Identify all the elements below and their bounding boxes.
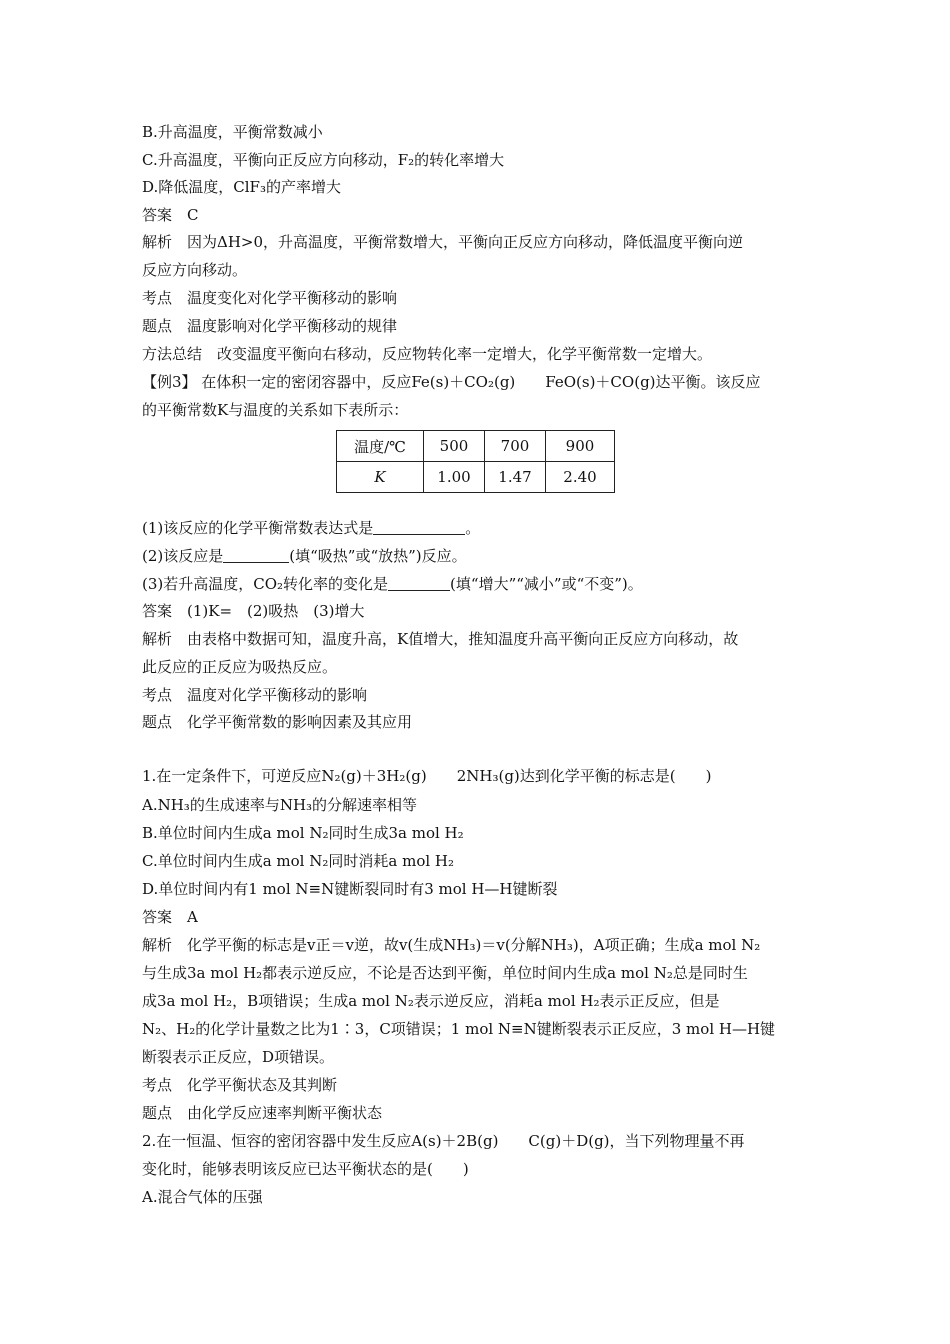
answer: 答案 A	[142, 908, 198, 926]
table-cell: 1.00	[424, 462, 485, 493]
equilibrium-constant-table	[336, 430, 615, 493]
table-cell: 温度/℃	[337, 431, 424, 462]
sub-question-text: (1)该反应的化学平衡常数表达式是	[142, 519, 374, 537]
table-row	[337, 462, 615, 493]
table-row	[337, 431, 615, 462]
option-c: C.单位时间内生成a mol N₂同时消耗a mol H₂	[142, 852, 455, 870]
kaodian: 考点 温度变化对化学平衡移动的影响	[142, 289, 398, 307]
sub-question-1	[142, 518, 480, 538]
option-b: B.单位时间内生成a mol N₂同时生成3a mol H₂	[142, 824, 464, 842]
option-c: C.升高温度，平衡向正反应方向移动，F₂的转化率增大	[142, 151, 505, 169]
analysis-line: 此反应的正反应为吸热反应。	[142, 658, 338, 676]
table-cell: 500	[424, 431, 485, 462]
sub-question-3	[142, 574, 643, 594]
analysis-line: N₂、H₂的化学计量数之比为1∶3，C项错误；1 mol N≡N键断裂表示正反应，3 mol H—H键	[142, 1020, 776, 1038]
option-a: A.NH₃的生成速率与NH₃的分解速率相等	[142, 796, 418, 814]
analysis-line: 与生成3a mol H₂都表示逆反应，不论是否达到平衡，单位时间内生成a mol N₂总是同时生	[142, 964, 748, 982]
sub-question-text: (填“吸热”或“放热”)反应。	[289, 547, 467, 565]
option-d: D.单位时间内有1 mol N≡N键断裂同时有3 mol H—H键断裂	[142, 880, 558, 898]
answer-blank[interactable]	[373, 520, 465, 535]
sub-question-2	[142, 546, 467, 566]
answer: 答案 (1)K= (2)吸热 (3)增大	[142, 602, 365, 620]
answer-blank[interactable]	[388, 576, 450, 591]
example-3-stem-2: 的平衡常数K与温度的关系如下表所示：	[142, 401, 409, 419]
analysis-line: 成3a mol H₂，B项错误；生成a mol N₂表示逆反应，消耗a mol H₂表示正反应，但是	[142, 992, 720, 1010]
analysis-line: 解析 因为ΔH>0，升高温度，平衡常数增大，平衡向正反应方向移动，降低温度平衡向逆	[142, 233, 744, 251]
question-2-stem: 2.在一恒温、恒容的密闭容器中发生反应A(s)＋2B(g) C(g)＋D(g)，当下列物理量不再	[142, 1132, 745, 1150]
sub-question-text: (填“增大”“减小”或“不变”)。	[450, 575, 643, 593]
analysis-line: 反应方向移动。	[142, 261, 248, 279]
answer-blank[interactable]	[223, 548, 289, 563]
example-3-stem: 【例3】 在体积一定的密闭容器中，反应Fe(s)＋CO₂(g) FeO(s)＋CO(g)达平衡。该反应	[142, 373, 761, 391]
table-cell: 1.47	[485, 462, 546, 493]
sub-question-text: (3)若升高温度，CO₂转化率的变化是	[142, 575, 389, 593]
option-a: A.混合气体的压强	[142, 1188, 263, 1206]
method-summary: 方法总结 改变温度平衡向右移动，反应物转化率一定增大，化学平衡常数一定增大。	[142, 345, 713, 363]
option-d: D.降低温度，ClF₃的产率增大	[142, 178, 341, 196]
tidian: 题点 化学平衡常数的影响因素及其应用	[142, 713, 413, 731]
sub-question-text: 。	[465, 519, 481, 537]
kaodian: 考点 化学平衡状态及其判断	[142, 1076, 338, 1094]
table-cell: K	[337, 462, 424, 493]
analysis-line: 解析 由表格中数据可知，温度升高，K值增大，推知温度升高平衡向正反应方向移动，故	[142, 630, 739, 648]
kaodian: 考点 温度对化学平衡移动的影响	[142, 686, 368, 704]
question-1-stem: 1.在一定条件下，可逆反应N₂(g)＋3H₂(g) 2NH₃(g)达到化学平衡的标志是( )	[142, 767, 712, 785]
question-2-stem-2: 变化时，能够表明该反应已达平衡状态的是( )	[142, 1160, 469, 1178]
tidian: 题点 温度影响对化学平衡移动的规律	[142, 317, 398, 335]
analysis-line: 解析 化学平衡的标志是v正＝v逆，故v(生成NH₃)＝v(分解NH₃)，A项正确；生成a mol N₂	[142, 936, 761, 954]
table-cell: 900	[546, 431, 615, 462]
sub-question-text: (2)该反应是	[142, 547, 224, 565]
table-cell: 2.40	[546, 462, 615, 493]
option-b: B.升高温度，平衡常数减小	[142, 123, 323, 141]
analysis-line: 断裂表示正反应，D项错误。	[142, 1048, 335, 1066]
tidian: 题点 由化学反应速率判断平衡状态	[142, 1104, 383, 1122]
answer: 答案 C	[142, 206, 199, 224]
table-cell: 700	[485, 431, 546, 462]
